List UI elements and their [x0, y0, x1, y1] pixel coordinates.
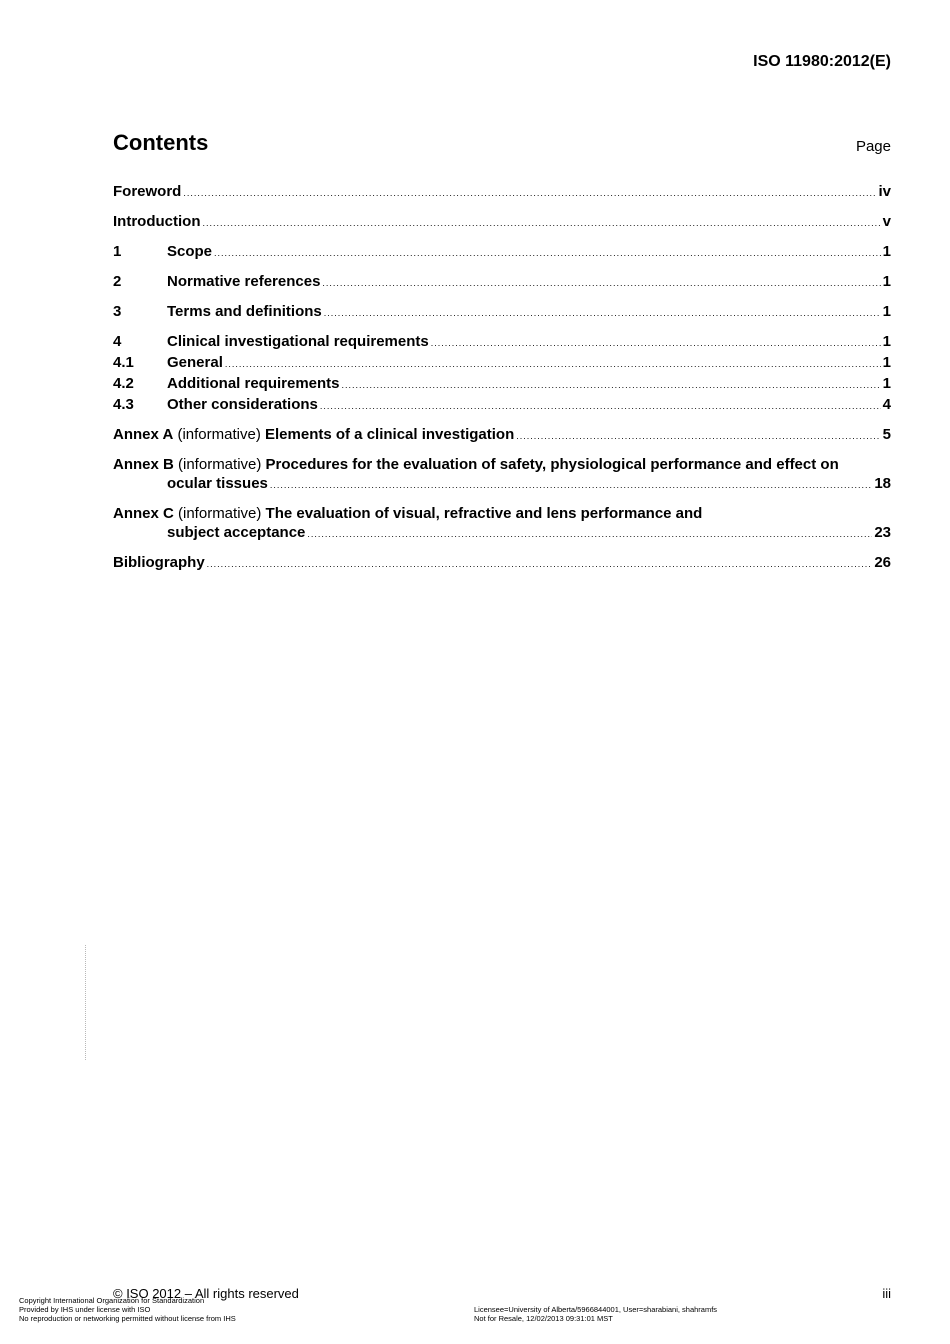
toc-page: 1 [882, 243, 891, 260]
toc-entry-annex-b[interactable] [113, 455, 891, 495]
toc-page: 1 [882, 333, 891, 350]
toc-title-line2: ocular tissues [167, 475, 268, 492]
toc-entry-terms-definitions[interactable] [113, 302, 891, 323]
license-line: Licensee=University of Alberta/5966844001, User=sharabiani, shahramfs [474, 1305, 718, 1314]
toc-title-line1: The evaluation of visual, refractive and lens performance and [265, 505, 703, 522]
toc-number: 1 [113, 243, 122, 260]
dot-leader [225, 355, 881, 374]
toc-title: Terms and definitions [167, 303, 322, 320]
toc-entry-clinical-requirements[interactable] [113, 332, 891, 353]
toc-title: Scope [167, 243, 213, 260]
toc-page: 1 [882, 354, 891, 371]
toc-title: Clinical investigational requirements [167, 333, 429, 350]
toc-entry-introduction[interactable] [113, 212, 891, 233]
toc-page: 1 [882, 273, 891, 290]
toc-page: 1 [882, 375, 891, 392]
dot-leader [320, 397, 881, 416]
toc-entry-additional-requirements[interactable] [113, 374, 891, 395]
toc-entry-general[interactable] [113, 353, 891, 374]
page-column-label: Page [855, 138, 891, 155]
dot-leader [307, 525, 872, 544]
toc-title-line2: subject acceptance [167, 524, 306, 541]
toc-page: 1 [882, 303, 891, 320]
toc-page: v [882, 213, 891, 230]
toc-title-line1: Procedures for the evaluation of safety, physiological performance and effect on [265, 456, 839, 473]
toc-title: Introduction [113, 213, 201, 230]
dot-leader [183, 184, 876, 203]
toc-page: 18 [874, 475, 891, 492]
toc-entry-normative-references[interactable] [113, 272, 891, 293]
toc-number: 3 [113, 303, 122, 320]
toc-number: 4.1 [113, 354, 134, 371]
contents-title: Contents [113, 130, 209, 155]
toc-number: 4.3 [113, 396, 134, 413]
dot-leader [516, 427, 880, 446]
margin-mark [85, 945, 90, 1060]
dot-leader [431, 334, 881, 353]
toc-page: 26 [874, 554, 891, 571]
license-notice-left [19, 1296, 236, 1323]
toc-title: Additional requirements [167, 375, 340, 392]
annex-label: Annex A [113, 426, 174, 443]
dot-leader [202, 214, 880, 233]
annex-kind: (informative) [177, 426, 261, 443]
toc-page: iv [878, 183, 891, 200]
toc-entry-annex-c[interactable] [113, 504, 891, 544]
toc-title: Other considerations [167, 396, 318, 413]
table-of-contents [113, 182, 891, 574]
license-line: Not for Resale, 12/02/2013 09:31:01 MST [474, 1314, 613, 1323]
dot-leader [322, 274, 880, 293]
toc-number: 4 [113, 333, 122, 350]
license-line: Provided by IHS under license with ISO [19, 1305, 151, 1314]
toc-title: Normative references [167, 273, 321, 290]
annex-label: Annex C [113, 505, 174, 522]
annex-kind: (informative) [178, 456, 262, 473]
toc-entry-bibliography[interactable] [113, 553, 891, 574]
license-notice-right [474, 1305, 717, 1323]
toc-entry-other-considerations[interactable] [113, 395, 891, 416]
toc-number: 4.2 [113, 375, 134, 392]
toc-title: Bibliography [113, 554, 205, 571]
toc-entry-foreword[interactable] [113, 182, 891, 203]
annex-label: Annex B [113, 456, 174, 473]
standard-id: ISO 11980:2012(E) [753, 53, 891, 70]
dot-leader [324, 304, 881, 323]
toc-number: 2 [113, 273, 122, 290]
toc-title: General [167, 354, 223, 371]
toc-page: 23 [874, 524, 891, 541]
license-line: No reproduction or networking permitted without license from IHS [19, 1314, 236, 1323]
dot-leader [207, 555, 873, 574]
footer-copyright: © ISO 2012 – All rights reserved [113, 1286, 299, 1301]
dot-leader [270, 476, 872, 495]
toc-page: 5 [882, 426, 891, 443]
toc-entry-scope[interactable] [113, 242, 891, 263]
toc-title: Foreword [113, 183, 182, 200]
footer-page-number: iii [882, 1286, 891, 1301]
toc-page: 4 [882, 396, 891, 413]
toc-entry-annex-a[interactable] [113, 425, 891, 446]
toc-title: Elements of a clinical investigation [265, 426, 515, 443]
dot-leader [342, 376, 881, 395]
dot-leader [214, 244, 881, 263]
annex-kind: (informative) [178, 505, 262, 522]
license-line: Copyright International Organization for Standardization [19, 1296, 205, 1305]
